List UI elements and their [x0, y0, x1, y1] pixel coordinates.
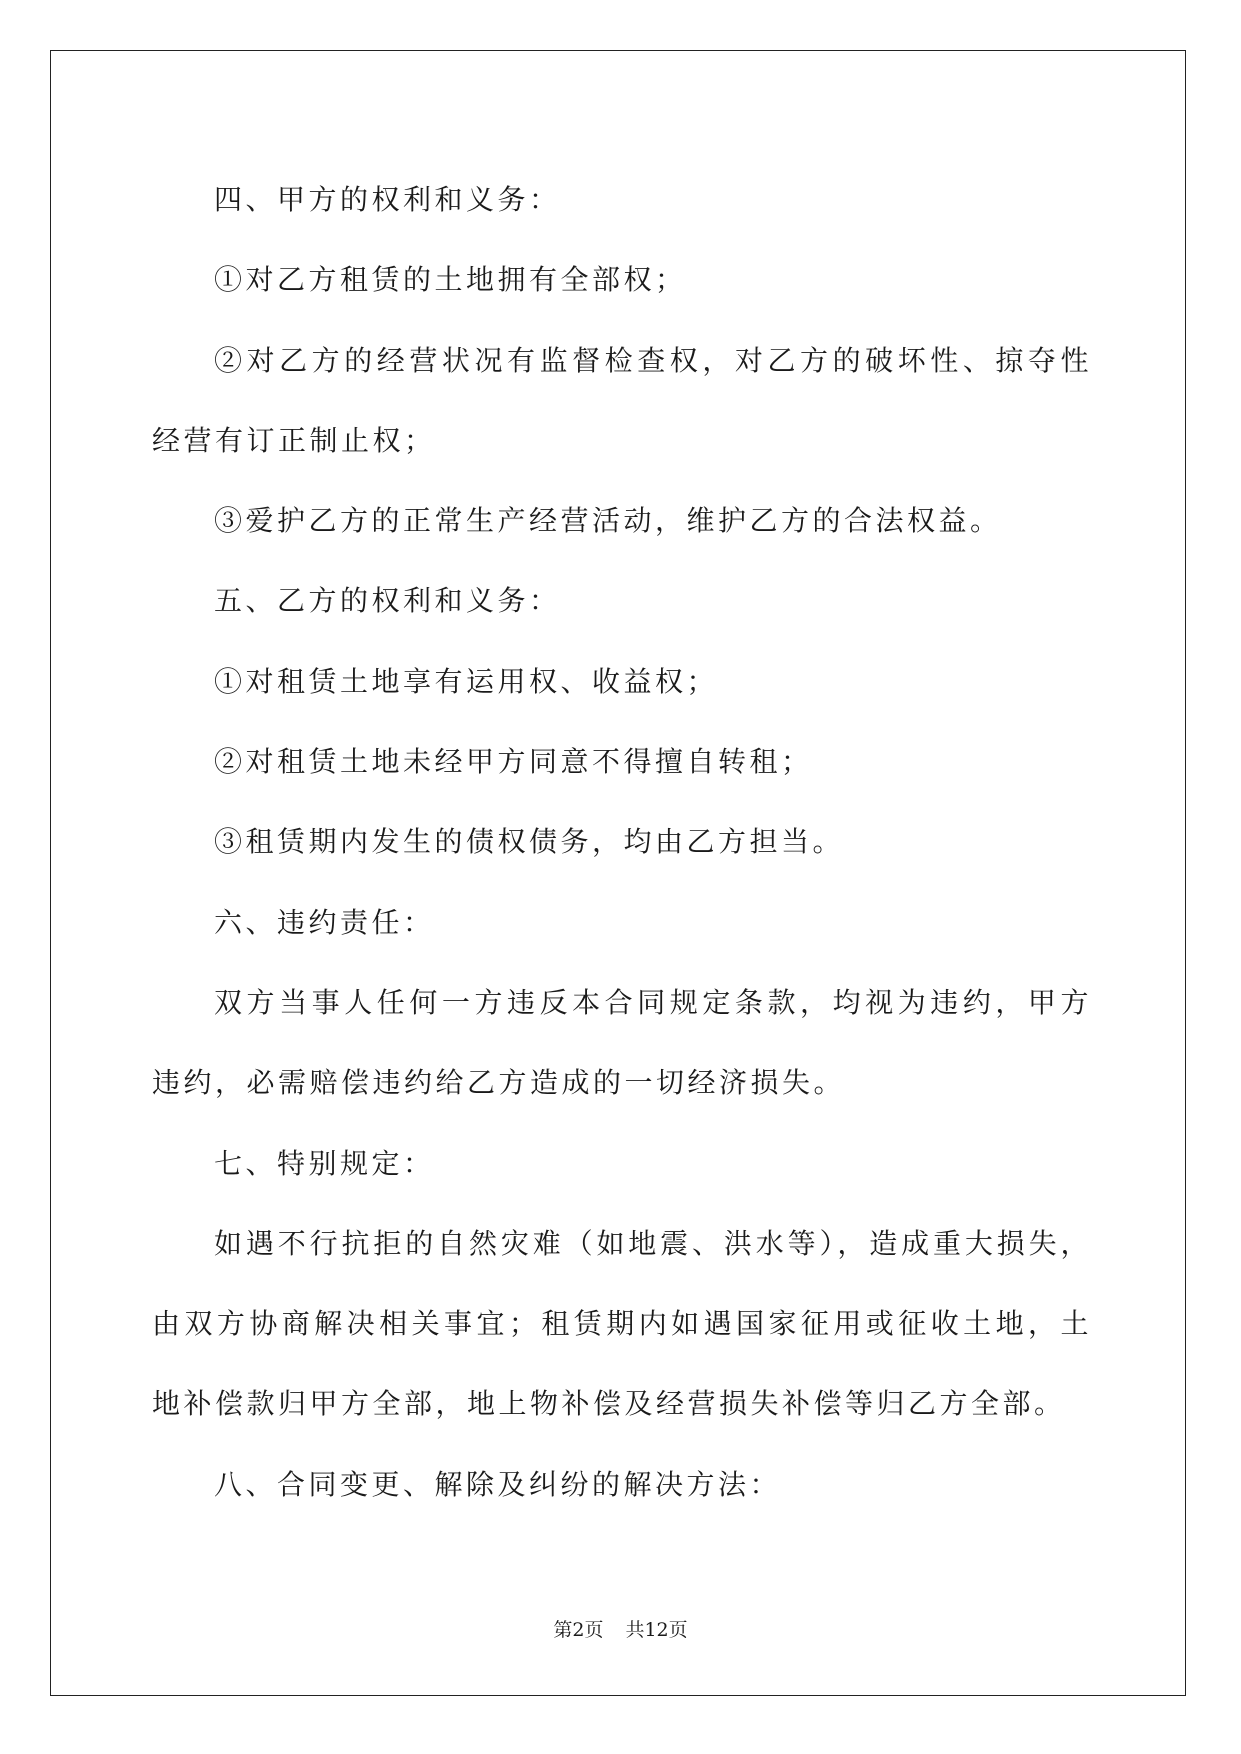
document-body: [152, 160, 1092, 1525]
breach-liability-text: 双方当事人任何一方违反本合同规定条款，均视为违约，甲方违约，必需赔偿违约给乙方造成的一切经济损失。: [152, 985, 1092, 1100]
clause-5-1: ①对租赁土地享有运用权、收益权；: [214, 664, 719, 698]
clause-4-3: ③爱护乙方的正常生产经营活动，维护乙方的合法权益。: [214, 504, 1002, 538]
clause-4-2: ②对乙方的经营状况有监督检查权，对乙方的破坏性、掠夺性经营有订正制止权；: [152, 343, 1092, 457]
section-heading-8: 八、合同变更、解除及纠纷的解决方法：: [214, 1467, 782, 1501]
section-heading-7: 七、特别规定：: [214, 1146, 435, 1180]
clause-5-3: ③租赁期内发生的债权债务，均由乙方担当。: [214, 825, 845, 859]
section-heading-4: 四、甲方的权利和义务：: [214, 183, 561, 216]
clause-5-2: ②对租赁土地未经甲方同意不得擅自转租；: [214, 745, 813, 779]
section-heading-6: 六、违约责任：: [214, 905, 435, 939]
section-heading-5: 五、乙方的权利和义务：: [214, 584, 561, 618]
clause-4-1: ①对乙方租赁的土地拥有全部权；: [214, 263, 687, 297]
page-footer: [0, 1616, 1241, 1644]
special-provisions-text: 如遇不行抗拒的自然灾难（如地震、洪水等），造成重大损失，由双方协商解决相关事宜；租赁期内如遇国家征用或征收土地，土地补偿款归甲方全部，地上物补偿及经营损失补偿等归乙方全部。: [152, 1226, 1092, 1421]
total-pages: 共12页: [625, 1619, 688, 1641]
current-page-number: 第2页: [553, 1619, 604, 1641]
